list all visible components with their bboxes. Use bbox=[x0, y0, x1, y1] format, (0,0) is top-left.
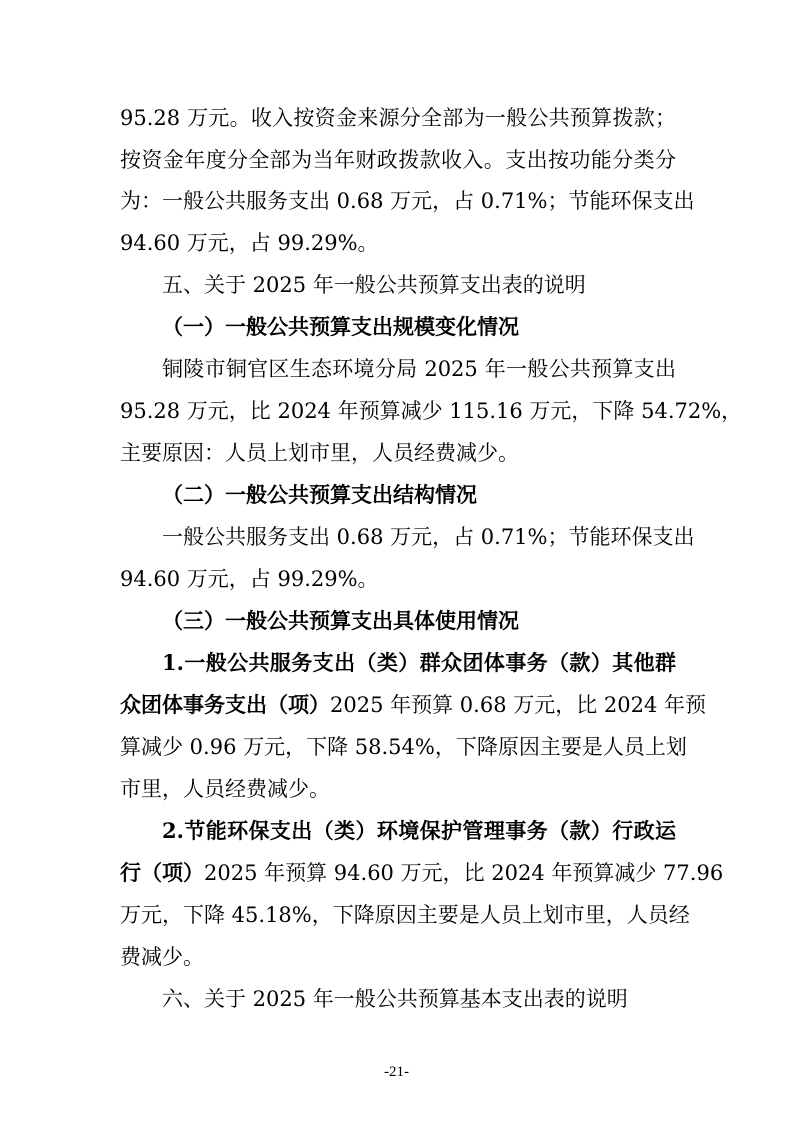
paragraph-line: 万元，下降 45.18%，下降原因主要是人员上划市里，人员经 bbox=[120, 903, 690, 927]
paragraph-line: 铜陵市铜官区生态环境分局 2025 年一般公共预算支出 bbox=[162, 357, 676, 381]
paragraph-line: 1.一般公共服务支出（类）群众团体事务（款）其他群 bbox=[162, 650, 676, 675]
paragraph-line: 算减少 0.96 万元，下降 58.54%，下降原因主要是人员上划 bbox=[120, 735, 687, 759]
paragraph-line: 95.28 万元，比 2024 年预算减少 115.16 万元，下降 54.72%， bbox=[120, 399, 743, 423]
item-label: 众团体事务支出（项） bbox=[120, 692, 330, 717]
paragraph-line bbox=[120, 689, 707, 721]
page-number: -21- bbox=[384, 1064, 409, 1080]
item-text: 2025 年预算 0.68 万元，比 2024 年预 bbox=[330, 693, 707, 717]
paragraph-line: 一般公共服务支出 0.68 万元，占 0.71%；节能环保支出 bbox=[162, 525, 695, 549]
subsection-heading: （三）一般公共预算支出具体使用情况 bbox=[162, 608, 519, 633]
paragraph-line: 为：一般公共服务支出 0.68 万元，占 0.71%；节能环保支出 bbox=[120, 189, 695, 213]
paragraph-line: 94.60 万元，占 99.29%。 bbox=[120, 231, 379, 255]
paragraph-line bbox=[120, 857, 724, 889]
subsection-heading: （一）一般公共预算支出规模变化情况 bbox=[162, 314, 519, 339]
paragraph-line: 市里，人员经费减少。 bbox=[120, 777, 330, 801]
subsection-heading: （二）一般公共预算支出结构情况 bbox=[162, 482, 477, 507]
paragraph-line: 费减少。 bbox=[120, 945, 204, 969]
paragraph-line: 主要原因：人员上划市里，人员经费减少。 bbox=[120, 441, 519, 465]
paragraph-line: 按资金年度分全部为当年财政拨款收入。支出按功能分类分 bbox=[120, 148, 676, 172]
item-text: 2025 年预算 94.60 万元，比 2024 年预算减少 77.96 bbox=[204, 861, 724, 885]
section-heading: 五、关于 2025 年一般公共预算支出表的说明 bbox=[162, 273, 586, 297]
paragraph-line: 2.节能环保支出（类）环境保护管理事务（款）行政运 bbox=[162, 818, 676, 843]
paragraph-line: 95.28 万元。收入按资金来源分全部为一般公共预算拨款； bbox=[120, 106, 676, 130]
item-label: 行（项） bbox=[120, 860, 204, 885]
paragraph-line: 94.60 万元，占 99.29%。 bbox=[120, 567, 379, 591]
section-heading: 六、关于 2025 年一般公共预算基本支出表的说明 bbox=[162, 987, 628, 1011]
